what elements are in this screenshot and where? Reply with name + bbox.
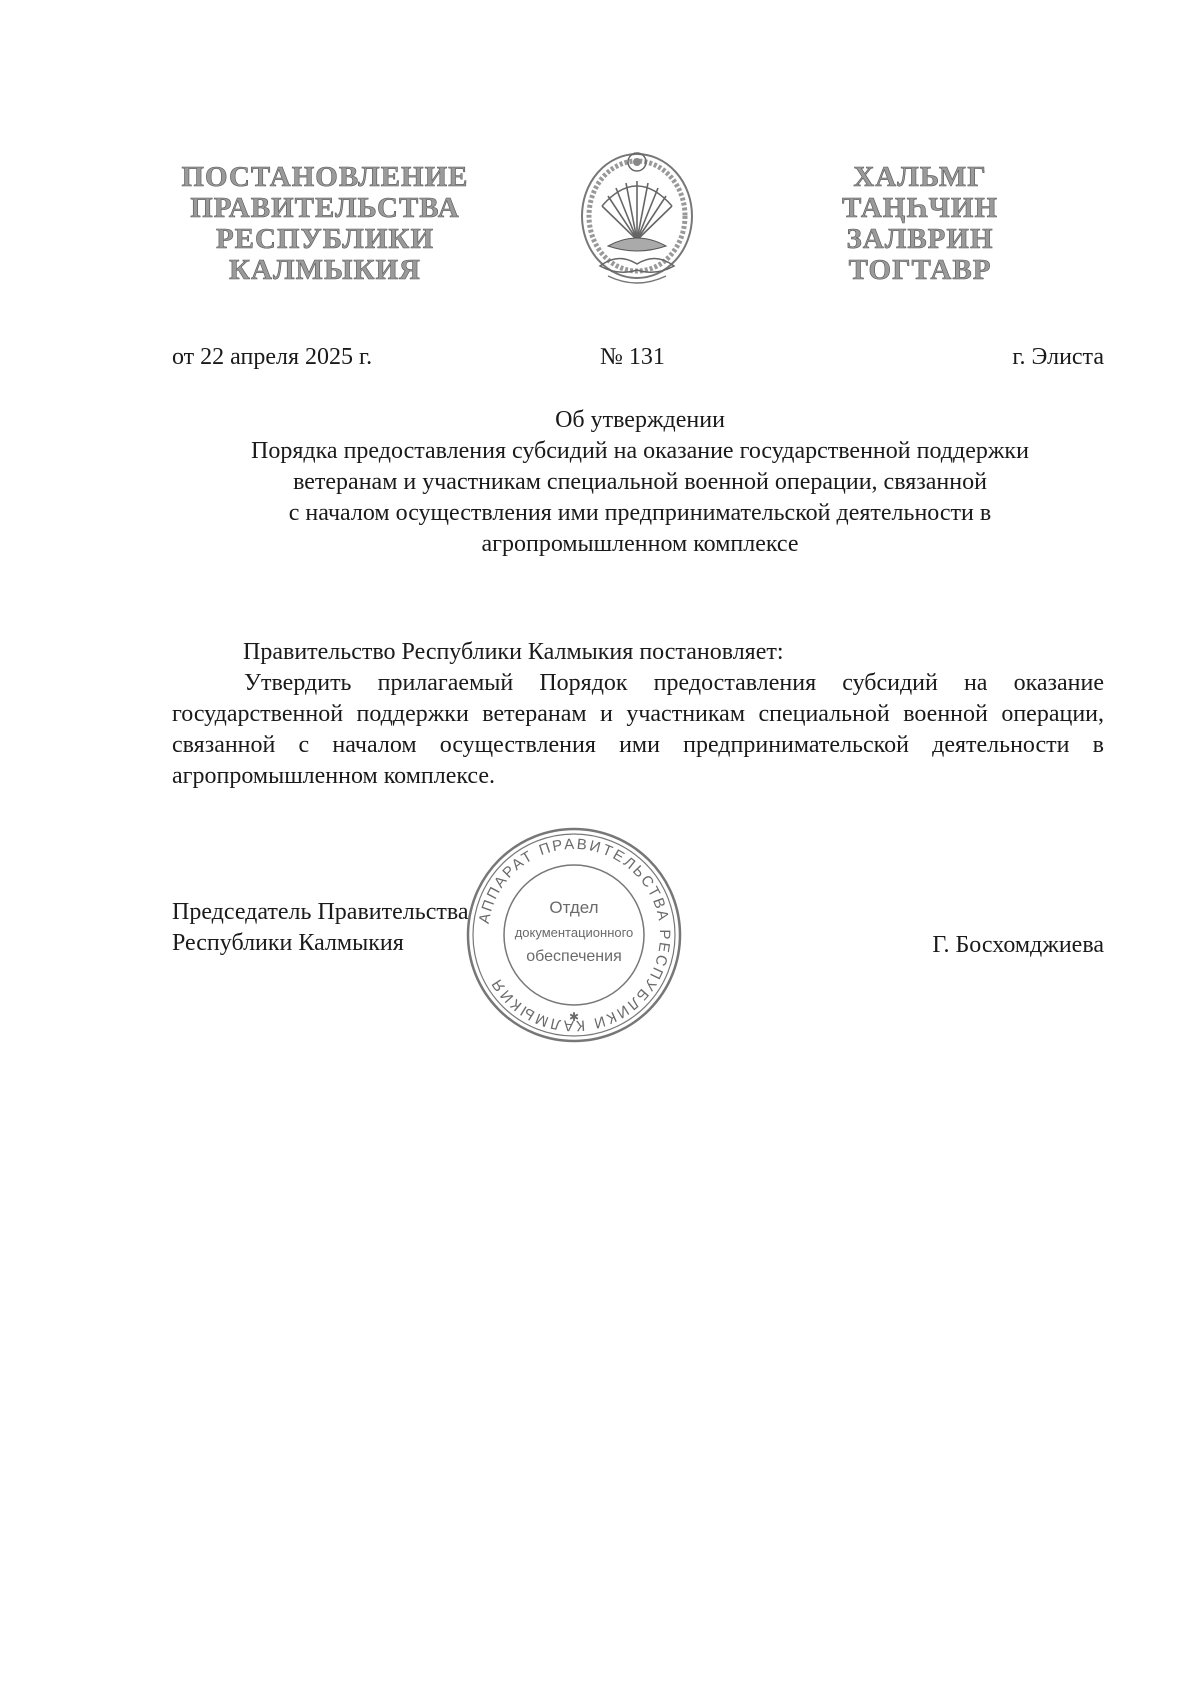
body-paragraph: Утвердить прилагаемый Порядок предоставления субсидий на оказание государственной поддержки ветеранам и участникам специальной военной операции, связанной с началом осуществления ими предпринимательской деятельности в агропромышленном комплексе. <box>172 670 1104 789</box>
kalmykia-coat-of-arms-icon <box>578 148 696 293</box>
header-left-line: ПОСТАНОВЛЕНИЕ <box>181 161 469 193</box>
signatory-position-line: Председатель Правительства <box>172 899 469 925</box>
header-right-line: ЗАЛВРИН <box>846 223 994 255</box>
stamp-center-line: обеспечения <box>526 948 622 965</box>
stamp-center-line: документационного <box>514 925 634 940</box>
signatory-position-line: Республики Калмыкия <box>172 930 404 956</box>
header-right-line: ТОГТАВР <box>848 254 992 286</box>
stamp-center-line: Отдел <box>549 898 599 917</box>
header-right-line: ХАЛЬМГ <box>853 161 987 193</box>
header-left-line: ПРАВИТЕЛЬСТВА <box>190 192 460 224</box>
document-number: № 131 <box>600 344 665 370</box>
title-line: Об утверждении <box>555 407 725 433</box>
title-line: Порядка предоставления субсидий на оказание государственной поддержки <box>251 438 1029 464</box>
stamp-star-icon: ✱ <box>568 1010 580 1024</box>
header-left-title <box>180 162 470 286</box>
title-line: ветеранам и участникам специальной военной операции, связанной <box>293 469 987 495</box>
signatory-name: Г. Босхомджиева <box>932 932 1104 958</box>
decree-statement: Правительство Республики Калмыкия постановляет: <box>243 639 784 665</box>
header-left-line: РЕСПУБЛИКИ <box>215 223 435 255</box>
official-stamp <box>464 825 684 1045</box>
document-city: г. Элиста <box>1012 344 1104 370</box>
document-date: от 22 апреля 2025 г. <box>172 344 373 370</box>
header-right-title <box>830 162 1010 286</box>
signatory-position <box>172 897 469 959</box>
header-right-line: ТАҢҺЧИН <box>841 192 999 224</box>
title-line: агропромышленном комплексе <box>481 531 799 557</box>
stamp-ring-text: АППАРАТ ПРАВИТЕЛЬСТВА РЕСПУБЛИКИ КАЛМЫКИЯ <box>475 835 674 1035</box>
header-left-line: КАЛМЫКИЯ <box>229 254 421 286</box>
title-line: с началом осуществления ими предпринимательской деятельности в <box>288 500 992 526</box>
document-title <box>170 405 1110 560</box>
